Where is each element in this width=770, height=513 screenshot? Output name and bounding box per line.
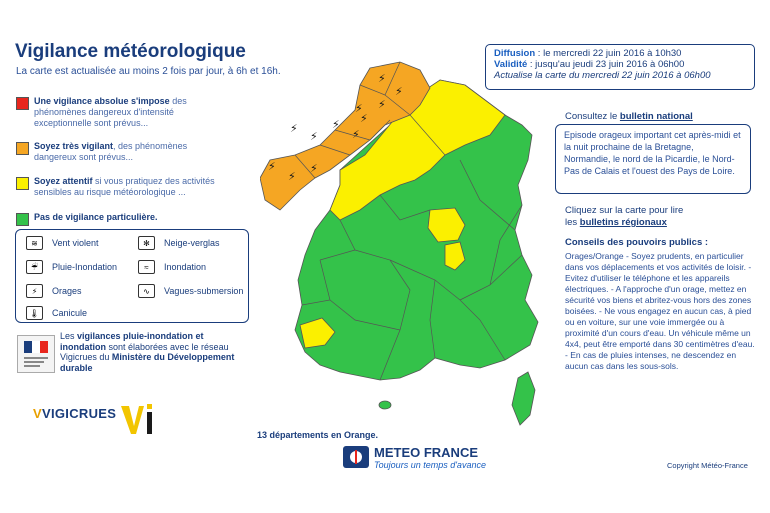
svg-text:⚡: ⚡ xyxy=(360,112,368,125)
svg-text:⚡: ⚡ xyxy=(268,160,276,173)
click-instruction xyxy=(565,205,683,229)
legend-green-bold: Pas de vigilance particulière. xyxy=(34,212,158,222)
diffusion-line xyxy=(494,48,746,59)
phenomenon-vagues-label: Vagues-submersion xyxy=(164,286,244,296)
validity-value: : jusqu'au jeudi 23 juin 2016 à 06h00 xyxy=(527,59,685,70)
phenomenon-canicule-label: Canicule xyxy=(52,308,88,318)
meteo-france-slogan: Toujours un temps d'avance xyxy=(374,460,486,470)
click-line2: les xyxy=(565,217,580,228)
diffusion-box xyxy=(485,44,755,90)
marianne-logo xyxy=(18,336,54,372)
vigilance-vi-logo xyxy=(119,402,159,436)
rain-flood-icon: ☔ xyxy=(26,260,43,274)
lightning-icon: ⚡ xyxy=(26,284,43,298)
legend-swatch-orange xyxy=(16,142,29,155)
legend-item-orange xyxy=(16,141,216,163)
episode-box: Episode orageux important cet après-midi et la nuit prochaine de la Bretagne, Normandie, le nord de la Picardie, le Nord-Pas de Calais et l'ouest des Pays de Loire. xyxy=(555,124,751,194)
vigicrues-logo-text: VIGICRUES xyxy=(41,406,117,421)
wind-icon: ≋ xyxy=(26,236,43,250)
legend-red-text: des phénomènes dangereux d'intensité exceptionnelle sont prévus... xyxy=(34,96,187,128)
phenomenon-pluie-label: Pluie-Inondation xyxy=(52,262,118,272)
phenomenon-pluie xyxy=(26,260,117,274)
diffusion-label: Diffusion xyxy=(494,48,536,59)
page-title: Vigilance météorologique xyxy=(15,41,246,62)
legend-swatch-yellow xyxy=(16,177,29,190)
legend-swatch-red xyxy=(16,97,29,110)
legend-item-yellow xyxy=(16,176,216,198)
meteo-france-name[interactable]: METEO FRANCE xyxy=(374,445,478,460)
validity-label: Validité xyxy=(494,59,528,70)
phenomenon-vagues xyxy=(138,284,243,298)
consult-line xyxy=(565,111,693,122)
svg-text:⚡: ⚡ xyxy=(355,102,363,115)
vigicrues-part2: sont élaborées avec le réseau Vigicrues du xyxy=(60,341,229,362)
update-line: Actualise la carte du mercredi 22 juin 2016 à 06h00 xyxy=(494,70,711,81)
meteo-france-logo-icon xyxy=(343,446,369,468)
consult-text: Consultez le xyxy=(565,111,620,122)
phenomenon-orages xyxy=(26,284,82,298)
page-subtitle: La carte est actualisée au moins 2 fois par jour, à 6h et 16h. xyxy=(16,66,281,77)
phenomenon-canicule xyxy=(26,306,87,320)
snowflake-icon: ✻ xyxy=(138,236,155,250)
flood-icon: ≈ xyxy=(138,260,155,274)
svg-text:⚡: ⚡ xyxy=(310,162,318,175)
vigicrues-bold2: Ministère du Développement durable xyxy=(60,352,235,373)
thermometer-icon: 🌡 xyxy=(26,306,43,320)
vigicrues-note xyxy=(60,331,250,373)
phenomenon-vent-label: Vent violent xyxy=(52,238,99,248)
legend-yellow-bold: Soyez attentif xyxy=(34,176,93,186)
svg-text:⚡: ⚡ xyxy=(332,118,340,131)
phenomenon-inondation xyxy=(138,260,206,274)
legend-orange-text: , des phénomènes dangereux sont prévus... xyxy=(34,141,188,162)
phenomenon-neige-label: Neige-verglas xyxy=(164,238,220,248)
conseils-title: Conseils des pouvoirs publics : xyxy=(565,237,709,248)
svg-text:⚡: ⚡ xyxy=(290,122,298,135)
map-paris-inset[interactable] xyxy=(379,401,391,409)
legend-red-bold: Une vigilance absolue s'impose xyxy=(34,96,170,106)
phenomenon-inondation-label: Inondation xyxy=(164,262,207,272)
legend-item-red xyxy=(16,96,216,129)
legend-swatch-green xyxy=(16,213,29,226)
bulletin-national-link[interactable]: bulletin national xyxy=(619,111,693,122)
phenomenon-vent xyxy=(26,236,99,250)
svg-text:⚡: ⚡ xyxy=(288,170,296,183)
svg-text:⚡: ⚡ xyxy=(310,130,318,143)
map-corsica-green[interactable] xyxy=(512,372,535,425)
france-vigilance-map[interactable] xyxy=(260,60,560,430)
svg-text:⚡: ⚡ xyxy=(378,72,386,85)
legend-item-green xyxy=(16,212,216,223)
click-line1: Cliquez sur la carte pour lire xyxy=(565,205,684,216)
phenomenon-orages-label: Orages xyxy=(52,286,82,296)
copyright: Copyright Météo-France xyxy=(667,461,748,470)
svg-text:⚡: ⚡ xyxy=(378,98,386,111)
svg-text:⚡: ⚡ xyxy=(395,85,403,98)
vigicrues-part1: Les xyxy=(60,331,78,341)
vigicrues-bold1: vigilances pluie-inondation et inondation xyxy=(60,331,204,352)
phenomena-legend-box xyxy=(15,229,249,323)
ministry-logo xyxy=(17,335,55,373)
validity-line xyxy=(494,59,746,70)
phenomenon-neige xyxy=(138,236,220,250)
orange-count-text: 13 départements en Orange. xyxy=(257,430,379,440)
vigicrues-logo[interactable]: VVIGICRUES xyxy=(33,406,117,421)
legend-yellow-text: si vous pratiquez des activités sensibles au risque météorologique ... xyxy=(34,176,215,197)
bulletins-regionaux-link[interactable]: bulletins régionaux xyxy=(579,217,667,228)
diffusion-value: : le mercredi 22 juin 2016 à 10h30 xyxy=(535,48,682,59)
svg-text:⚡: ⚡ xyxy=(352,128,360,141)
waves-icon: ∿ xyxy=(138,284,155,298)
legend-orange-bold: Soyez très vigilant xyxy=(34,141,114,151)
conseils-body: Orages/Orange - Soyez prudents, en particulier dans vos déplacements et vos activités de loisir. - Evitez d'utiliser le téléphone et les appareils électriques. - A l'approche d'un orage, mettez en sécurité vos biens et abritez-vous hors des zones boisées. - Ne vous engagez en aucun cas, à pied ou en voiture, sur une voie immergée ou à proximité d'un cours d'eau. Un véhicule même un 4x4, peut être emporté dans 30 centimètres d'eau. - En cas de pluies intenses, ne descendez en aucun cas dans les sous-sols. xyxy=(565,251,755,371)
